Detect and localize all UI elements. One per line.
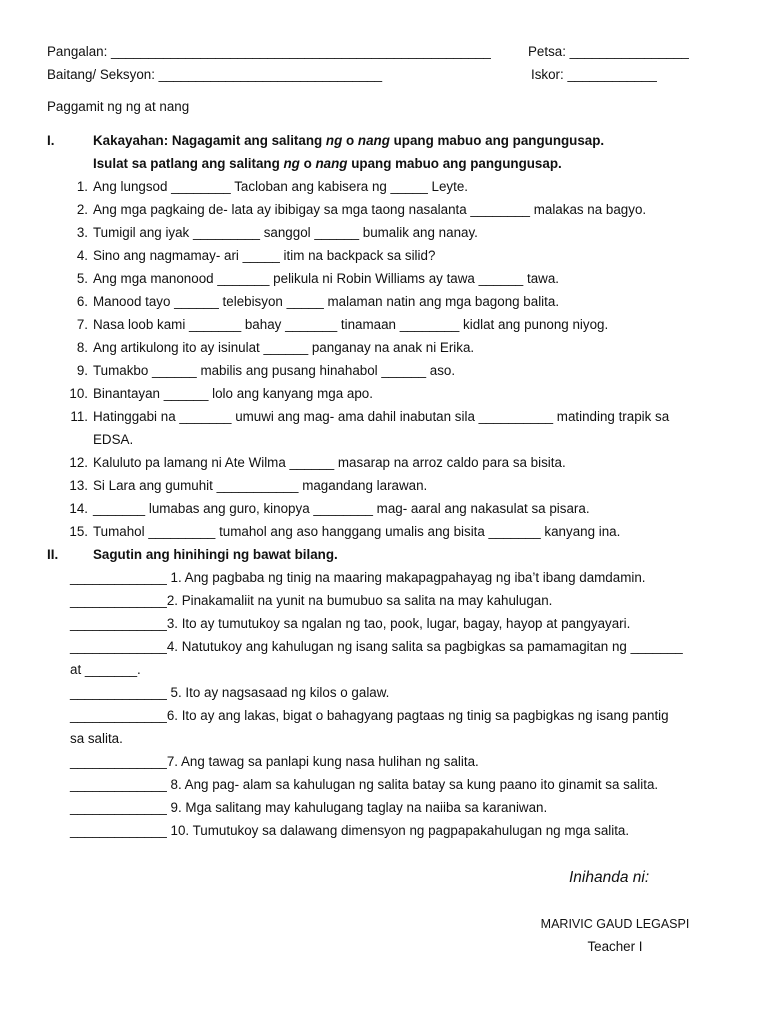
- question-number: 1.: [76, 179, 88, 194]
- question-text[interactable]: Tumahol _________ tumahol ang aso hanggang umalis ang bisita _______ kanyang ina.: [93, 524, 621, 539]
- topic-title: Paggamit ng ng at nang: [47, 99, 190, 114]
- question-text[interactable]: Sino ang nagmamay- ari _____ itim na backpack sa silid?: [93, 248, 436, 263]
- question-text[interactable]: Tumigil ang iyak _________ sanggol ______ bumalik ang nanay.: [93, 225, 478, 240]
- answer-item[interactable]: _____________4. Natutukoy ang kahulugan ng isang salita sa pagbigkas sa pamamagitan ng _______: [70, 639, 683, 654]
- question-text[interactable]: Binantayan ______ lolo ang kanyang mga apo.: [93, 386, 373, 401]
- question-text[interactable]: Nasa loob kami _______ bahay _______ tinamaan ________ kidlat ang punong niyog.: [93, 317, 609, 332]
- answer-item[interactable]: _____________7. Ang tawag sa panlapi kung nasa hulihan ng salita.: [70, 754, 479, 769]
- question-number: 7.: [76, 317, 88, 332]
- question-number: 13.: [69, 478, 88, 493]
- part1-instruction-2: Isulat sa patlang ang salitang ng o nang upang mabuo ang pangungusap.: [93, 156, 562, 171]
- answer-item-continuation: sa salita.: [70, 731, 123, 746]
- question-text[interactable]: Si Lara ang gumuhit ___________ magandang larawan.: [93, 478, 428, 493]
- answer-item[interactable]: _____________3. Ito ay tumutukoy sa ngalan ng tao, pook, lugar, bagay, hayop at pangyayari.: [70, 616, 631, 631]
- question-number: 11.: [70, 409, 88, 424]
- question-number: 9.: [76, 363, 88, 378]
- question-number: 5.: [76, 271, 88, 286]
- question-text[interactable]: _______ lumabas ang guro, kinopya ________ mag- aaral ang nakasulat sa pisara.: [93, 501, 590, 516]
- question-number: 6.: [76, 294, 88, 309]
- question-number: 4.: [76, 248, 88, 263]
- question-text[interactable]: Kaluluto pa lamang ni Ate Wilma ______ masarap na arroz caldo para sa bisita.: [93, 455, 566, 470]
- teacher-title: Teacher I: [587, 939, 643, 954]
- part2-numeral: II.: [47, 547, 59, 562]
- question-text[interactable]: Ang mga manonood _______ pelikula ni Robin Williams ay tawa ______ tawa.: [93, 271, 559, 286]
- answer-item[interactable]: _____________6. Ito ay ang lakas, bigat o bahagyang pagtaas ng tinig sa pagbigkas ng isang pantig: [70, 708, 669, 723]
- answer-item[interactable]: _____________ 9. Mga salitang may kahulugang taglay na naiiba sa karaniwan.: [70, 800, 548, 815]
- teacher-name: MARIVIC GAUD LEGASPI: [540, 917, 690, 931]
- question-number: 10.: [69, 386, 88, 401]
- section-field-line[interactable]: Baitang/ Seksyon: ______________________________: [47, 67, 383, 82]
- answer-item[interactable]: _____________ 10. Tumutukoy sa dalawang dimensyon ng pagpapakahulugan ng mga salita.: [70, 823, 630, 838]
- question-number: 2.: [76, 202, 88, 217]
- question-number: 14.: [69, 501, 88, 516]
- answer-item[interactable]: _____________2. Pinakamaliit na yunit na bumubuo sa salita na may kahulugan.: [70, 593, 553, 608]
- question-text[interactable]: Ang lungsod ________ Tacloban ang kabisera ng _____ Leyte.: [93, 179, 468, 194]
- question-text[interactable]: Manood tayo ______ telebisyon _____ malaman natin ang mga bagong balita.: [93, 294, 560, 309]
- question-number: 15.: [69, 524, 88, 539]
- question-number: 12.: [69, 455, 88, 470]
- part1-instruction-1: Kakayahan: Nagagamit ang salitang ng o nang upang mabuo ang pangungusap.: [93, 133, 605, 148]
- score-field-line[interactable]: Iskor: ____________: [531, 67, 657, 82]
- name-field-line[interactable]: Pangalan: ___________________________________________________: [47, 44, 491, 59]
- part2-instruction: Sagutin ang hinihingi ng bawat bilang.: [93, 547, 338, 562]
- question-text-continuation: EDSA.: [93, 432, 134, 447]
- answer-item[interactable]: _____________ 1. Ang pagbaba ng tinig na maaring makapagpahayag ng iba’t ibang damdamin.: [70, 570, 646, 585]
- answer-item-continuation[interactable]: at _______.: [70, 662, 141, 677]
- question-text[interactable]: Hatinggabi na _______ umuwi ang mag- ama dahil inabutan sila __________ matinding trapik sa: [93, 409, 670, 424]
- answer-item[interactable]: _____________ 5. Ito ay nagsasaad ng kilos o galaw.: [70, 685, 390, 700]
- question-text[interactable]: Ang mga pagkaing de- lata ay ibibigay sa mga taong nasalanta ________ malakas na bagyo.: [93, 202, 647, 217]
- question-text[interactable]: Ang artikulong ito ay isinulat ______ panganay na anak ni Erika.: [93, 340, 475, 355]
- question-number: 8.: [76, 340, 88, 355]
- question-text[interactable]: Tumakbo ______ mabilis ang pusang hinahabol ______ aso.: [93, 363, 456, 378]
- prepared-by-label: Inihanda ni:: [569, 869, 650, 886]
- question-number: 3.: [76, 225, 88, 240]
- part1-numeral: I.: [47, 133, 55, 148]
- date-field-line[interactable]: Petsa: ________________: [528, 44, 689, 59]
- answer-item[interactable]: _____________ 8. Ang pag- alam sa kahulugan ng salita batay sa kung paano ito ginamit sa salita.: [70, 777, 659, 792]
